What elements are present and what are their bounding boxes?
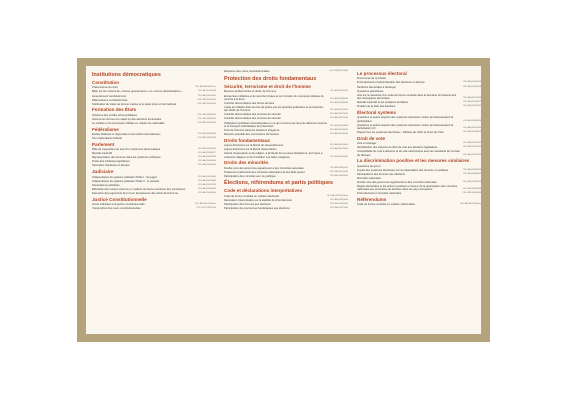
item-title: Révision possible des conventions de Genève [224,132,279,136]
subsection-heading: Droits des minorités [224,160,269,166]
list-item [224,152,348,159]
item-title: Partitions électorales à l'étranger [357,85,397,89]
item-title: Entreprises militaires et de sécurité privées et sur l'érosion du monopole étatique du recours à la force [224,94,324,101]
list-item [224,106,348,113]
list-item [357,172,481,176]
subsection-heading: Parlement [92,141,115,147]
item-reference: CDL-AD(2007)042 [462,105,481,108]
item-title: Questions spécifiques [357,89,384,93]
item-reference: CDL-AD(2009)027 [462,101,481,104]
item-reference: CDL-AD(2008)035 [197,160,216,163]
item-title: Compatibilité du vote à distance et du vote électronique avec les standards du Conseil de l'Europe [357,150,460,157]
list-item [224,129,348,133]
item-title: Indépendance du système judiciaire Partie I : les juges [92,175,157,179]
item-title: Règles électorales et les actions positives en faveur de la participation des minorités nationales aux processus de décision dans les pays européens [357,184,458,192]
item-title: Liberté d'expression et de religion, à la liberté de la presse blasphème, de l'injure à caractère religieux et de l'incitation à la haine religieuse [224,152,323,159]
list-item [92,137,216,141]
item-reference: CDL-AD(2006)036 [197,187,216,190]
list-item [224,70,348,74]
item-reference: CDL-AD(2009)029 [197,156,216,159]
list-item [357,85,481,89]
item-reference: CDL-INF(2000)004 [462,192,481,195]
item-title: Double vote des personnes appartenant à des minorités nationales [224,166,304,170]
item-title: Contrôle démocratique des forces armées [224,101,275,105]
list-item [357,81,481,85]
item-reference: CDL-AD(2010)022 [329,90,348,93]
list-item [357,181,481,185]
list-item [92,187,216,191]
item-title: Participation des minorités aux vie publique [224,174,276,178]
item-reference: CDL-AD(2010)036 [462,126,481,129]
item-reference: CDL-AD(2010)004 [197,175,216,178]
list-item [92,90,216,94]
item-reference: CDL-AD(2007)008rev [459,203,481,206]
item-reference: CDL-AD(2009)027 [197,152,216,155]
item-reference: CDL-AD(2011)022 [463,146,481,149]
item-title: Déclaration interprétative sur la stabilité du droit électoral [224,198,292,202]
subsection-heading: Judiciaire [92,169,114,175]
item-title: Participation des femmes aux élections [224,202,271,206]
item-reference: CDL-AD(2006)009 [329,124,348,127]
item-reference: CDL-INF(1997)003 [197,137,216,140]
subsection-heading: Code et déclarations interprétatives [224,188,303,194]
list-item [224,174,348,178]
list-item [357,164,481,168]
item-title: Droits des initiatives législatives [92,160,130,164]
item-title: Autonomie interne et le statut ou des élections territoriales [92,117,162,121]
item-title: Représentation des femmes dans les systèmes politiques [92,156,161,160]
list-item [224,133,348,137]
list-item [224,207,348,211]
subsection-heading: Constitution [92,80,120,85]
item-reference: CDL-AD(2004)003 [462,130,481,133]
item-title: Obligations juridiques internationales en ce qui concerne les lieux de détention secrets et le transport interétatique de prisonniers [224,121,327,128]
item-title: Amendement constitutionnel [92,94,126,98]
list-item [92,183,216,187]
column-middle [224,70,348,211]
list-item [357,105,481,109]
list-item [224,90,348,94]
item-title: Nominations judiciaires [92,183,120,187]
item-reference: CDL-AD(2005)009 [462,188,481,191]
item-reference: CDL-AD(2003)018 [329,132,348,135]
item-title: Référendums constitutionnels [92,98,128,102]
item-reference: CDL-INF(1996)004 [197,113,216,116]
item-reference: CDL-INF(2006)010 [197,164,216,167]
item-reference: CDL-AD(2009)029 [329,174,348,177]
list-item [224,121,348,128]
item-reference: CDL-AD(2004)012 [462,153,481,156]
item-title: Composition des cours constitutionnelles [92,207,141,211]
item-title: Questions et autres aspects des systèmes électoraux mixtes qui favoriseraient la participation (2) [357,123,454,130]
list-item [224,194,348,198]
list-item [357,116,481,123]
section-heading: Institutions démocratiques [92,72,161,78]
item-title: Droit électoral et l'administration des élections en Europe [357,81,425,85]
list-item [357,168,481,172]
item-reference: CDL-INF(2000)003 [197,133,216,136]
subsection-heading: Droits fondamentaux [224,137,270,143]
list-item [357,89,481,93]
subsection-heading: La discrimination positive et les mesures similaires [357,158,470,164]
item-reference: CDL-AD(2011)022 [463,142,481,145]
brochure-page [86,66,481,334]
item-reference: CDL-INF(2005)003 [197,102,216,105]
item-title: Traitement préférentiel des minorités nationales par leur État-parent [224,170,305,174]
item-reference: CDL-AD(2006)015 [329,128,348,131]
item-title: Solutions des conflits ethno-politiques [92,113,137,117]
item-reference: CDL-AD(2009)029 [462,168,481,171]
item-reference: CDL-AD(2012)005 [462,97,481,99]
list-item [92,94,216,98]
item-title: Questions et autres aspects des systèmes électoraux mixtes qui favoriseraient la participation [357,116,454,123]
list-item [357,176,481,180]
list-item [92,175,216,179]
item-title: Bilan sur les notions de « bonne gouvernance » et « bonne administration » [92,90,182,94]
list-item [224,199,348,203]
item-title: Code de bonne conduite en matière électorale [224,194,280,198]
list-item [357,185,481,192]
subsection-heading: Justice Constitutionnelle [92,196,147,202]
list-item [357,203,481,207]
list-item [357,93,481,100]
item-reference: CDL-INF(1996)004 [197,117,216,120]
list-item [224,170,348,174]
column-left [92,70,216,211]
item-reference: CDL-AD(2002)023rev [326,194,348,197]
item-reference: CDL-AD(2006)020 [462,172,481,175]
item-title: Droit électoral et minorités nationales [357,192,402,196]
item-title: La violation et la succession d'États en matière de nationalité [92,121,165,125]
item-title: Lignes directrices sur la liberté d'association [224,148,277,152]
subsection-heading: Référendums [357,197,387,203]
item-title: Accès individuel à la justice constitutionnelle [92,202,145,206]
item-reference: CDL-AD(2007)019 [329,109,348,112]
list-item [92,191,216,195]
item-title: Droit de l'homme dans les situations d'urgence [224,128,280,132]
item-title: Questions de genre [357,164,381,168]
item-reference: CDL-AD(2008)013 [329,166,348,169]
item-reference: CDL-AD(2008)004 [329,101,348,104]
list-item [357,131,481,135]
item-title: Prééminence du droit [92,86,118,90]
section-heading: Protection des droits fondamentaux [224,76,317,83]
item-title: Vote à l'étranger [357,142,377,146]
item-title: Mandat impératif et les pratiques similaires [357,101,408,105]
item-reference: CDL-AD(2015)010 [329,117,348,120]
subsection-heading: Droit de vote [357,135,386,141]
item-reference: CDL-AD(2008)026 [329,155,348,158]
item-reference: CDL-AD(2008)013 [462,180,481,183]
item-title: Exécution des jugements de la Cour Européenne des droits de l'Homme [92,191,178,195]
list-item [92,117,216,121]
item-title: Lignes directrices sur la liberté de rassemblement [224,144,284,148]
item-title: Secondes chambres en Europe [92,164,130,168]
item-reference: CDL-AD(2011)009 [198,90,216,93]
list-item [224,94,348,101]
item-reference: CDL-INF(1997)004 [197,121,216,124]
item-reference: CDL-INF(2001)009 [329,70,348,73]
item-title: Rôle de l'opposition au sein d'un parlement démocratique [92,148,161,152]
list-item [224,102,348,106]
subsection-heading: Électoral systems [357,109,397,115]
item-reference: CDL-AD(2004)023 [462,85,481,88]
item-title: Fixation de la date des élections [357,105,396,109]
item-reference: CDL-AD(2016)007rev [194,86,216,89]
subsection-heading: Fédéralisme [92,126,119,132]
item-reference: CDL-AD(2002)034 [197,191,216,194]
item-title: Documents de synthèse [357,77,386,81]
subsection-heading: Le processus électoral [357,71,407,76]
item-reference: CDL-INF(2001)019 [329,170,348,173]
list-item [92,102,216,106]
list-item [92,164,216,168]
item-title: Mesures antiterroristes et droits de l'homme [224,90,277,94]
item-title: Minorités nationales [357,176,381,180]
item-title: Participations des femmes aux élections [357,172,405,176]
item-reference: CDL-AD(2007)016 [329,113,348,116]
list-item [92,207,216,211]
item-reference: CDL-AD(2009)033 [462,119,481,122]
item-reference: CDL-AD(2005)043 [329,198,348,201]
list-item [224,166,348,170]
item-title: Contrôle démocratique des services de sécurité [224,113,281,117]
item-reference: CDL-AD(2010)025 [197,148,216,151]
item-title: Entités fédérées et régionales et les traités internationaux [92,133,161,137]
item-reference: CDL-AD(2011)045 [330,207,348,210]
item-title: Code de bonne conduite en matière référendaire [357,203,415,207]
item-reference: CDL-AD(2006)018 [462,81,481,84]
item-reference: CDL-AD(2010)039rev [194,202,216,205]
item-reference: CDL-INF(2001)010 [197,98,216,101]
list-item [224,117,348,121]
list-item [92,179,216,183]
item-title: Avis sur la nécessité d'un code de bonne conduite dans le domaine du financement des campagnes électorales [357,93,457,100]
list-item [357,192,481,196]
item-title: Indépendance du système judiciaire Partie II : le parquet [92,179,160,183]
subsection-heading: Formation des États [92,107,137,113]
list-item [92,98,216,102]
item-reference: CDL-AD(2007)028 [197,183,216,186]
list-item [92,122,216,126]
item-title: Rapport sur les systèmes électoraux - Tableau de l'offre et choix de choix [357,130,444,134]
column-right [357,70,481,207]
item-title: Notification du statut de femme mariée et le statut privé et international [92,102,177,106]
item-reference: CDL-AD(2010)040 [197,179,216,182]
item-title: Contrôle démocratique des services de sécurité [224,117,281,121]
item-title: Effectivité des recours internes en matière de durée excessive des procédures [92,187,186,191]
item-title: Décisions des cours constitutionnelles [224,70,270,74]
item-title: Double vote des personnes appartenant à des minorités nationales [357,180,437,184]
item-title: Identification des citoyens au droit de vote aux élections législatives [357,146,438,150]
item-title: Mandat impératif [92,152,113,156]
item-reference: CDL-AD(2009)038 [329,97,348,100]
subsection-heading: Sécurité, terrorisme et droit de l'homme [224,84,311,90]
list-item [92,113,216,117]
item-reference: CDL-AD(2010)020 [329,144,348,147]
item-title: Son régionalisme fédéral [92,137,122,141]
item-title: Impact des systèmes électoraux sur la présentation des femmes en politique [357,168,449,172]
item-reference: CDL-AD(2010)001 [197,94,216,97]
item-reference: CDL-AD(2014)046 [329,148,348,151]
item-reference: CDL-STD(1997)020 [196,207,216,210]
section-heading: Élections, référendums et partis politiques [224,180,334,187]
item-title: Participation des personnes handicapées aux élections [224,207,290,211]
list-item [357,150,481,157]
item-title: L'aide au militaire dans les lois de justice par les autorités judiciaires et la protection des droits de l'homme [224,106,324,113]
list-item [357,123,481,130]
item-reference: CDL-AD(2006)020 [329,202,348,205]
